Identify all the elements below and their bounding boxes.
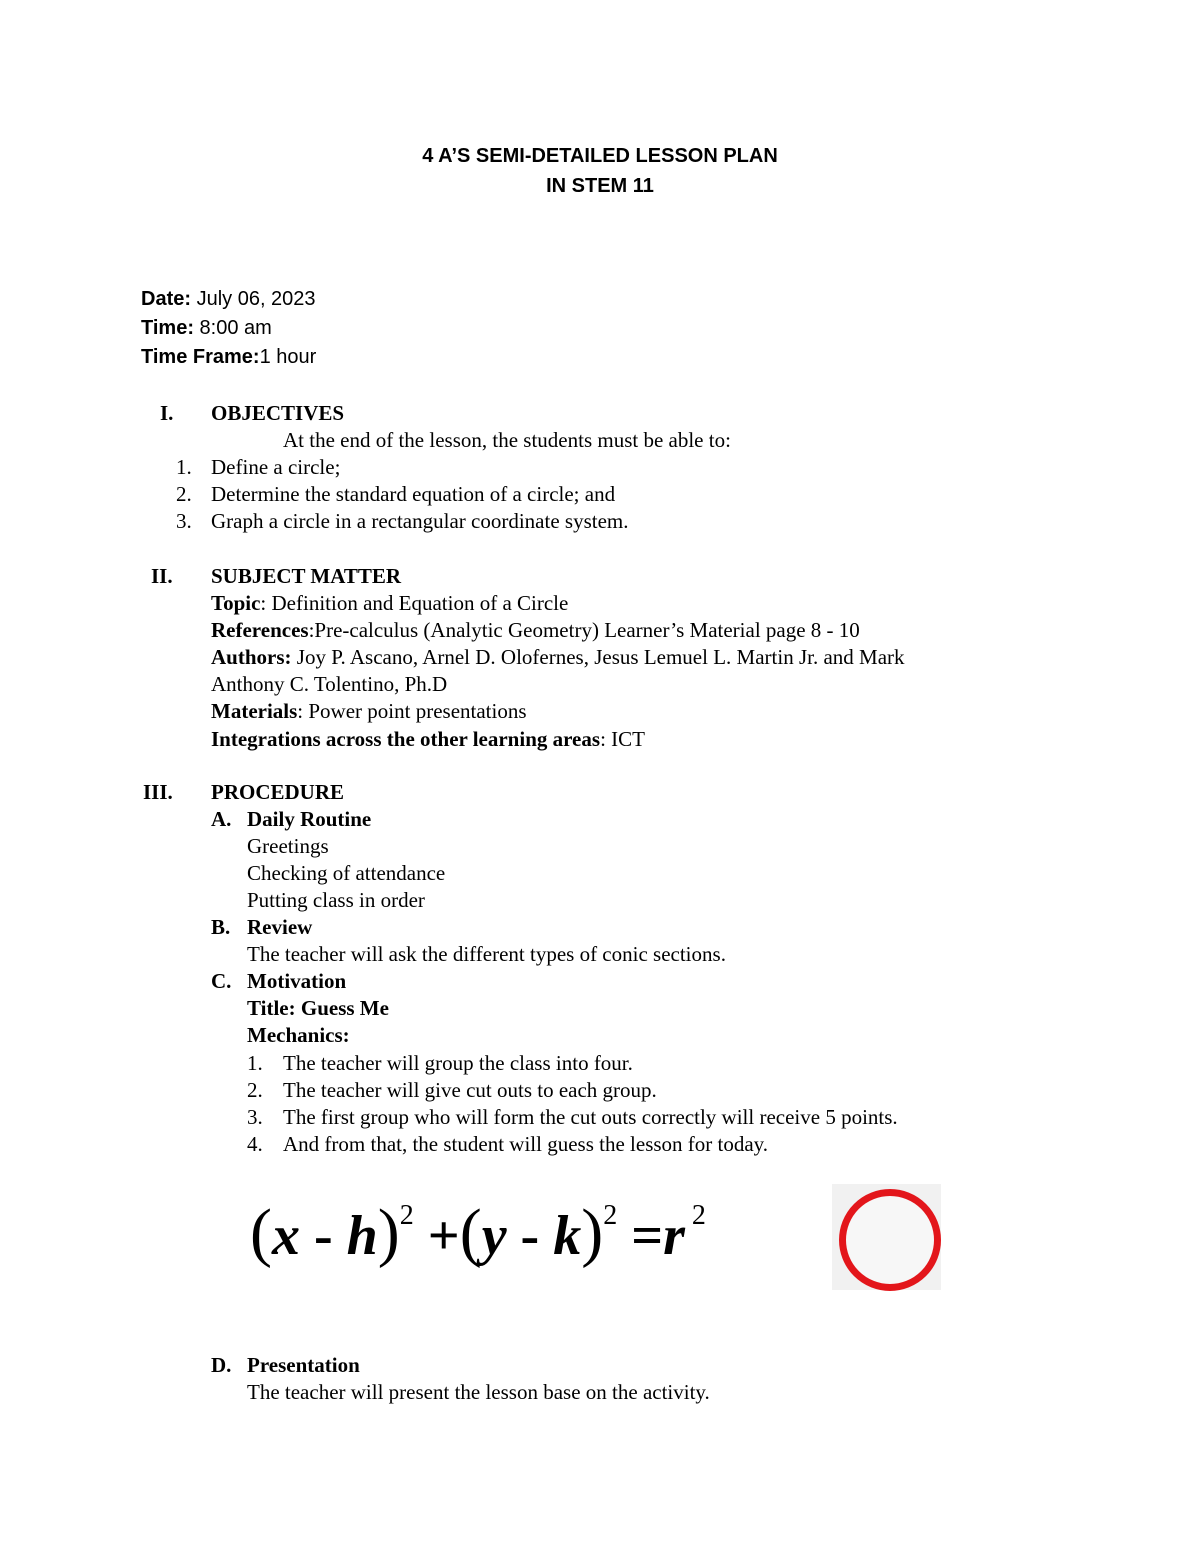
section-c-heading: Motivation — [247, 969, 347, 993]
equation-minus: - — [506, 1205, 554, 1267]
equation-close-paren: ) — [581, 1196, 604, 1269]
integrations-line — [211, 727, 645, 752]
document-title: 4 A’S SEMI-DETAILED LESSON PLAN — [422, 145, 778, 167]
equation-exponent: 2 — [684, 1200, 706, 1231]
objective-item: Define a circle; — [211, 455, 341, 479]
materials-label: Materials — [211, 699, 298, 723]
date-label: Date: — [141, 288, 192, 310]
section-b-heading: Review — [247, 915, 313, 939]
time-frame-label: Time Frame: — [141, 346, 260, 368]
equation-k: k — [553, 1205, 582, 1267]
motivation-title: Title: Guess Me — [247, 996, 389, 1020]
subject-matter-heading: SUBJECT MATTER — [211, 564, 402, 588]
mechanics-label: Mechanics: — [247, 1023, 350, 1047]
objectives-intro: At the end of the lesson, the students must be able to: — [283, 428, 731, 452]
equation-exponent: 2 — [603, 1200, 618, 1231]
mechanics-number: 3. — [247, 1105, 263, 1129]
mechanics-item: The teacher will group the class into four. — [283, 1051, 633, 1075]
section-c-letter: C. — [211, 969, 232, 993]
mechanics-number: 1. — [247, 1051, 263, 1075]
circle-equation — [250, 1195, 706, 1271]
topic-label: Topic — [211, 591, 261, 615]
procedure-heading: PROCEDURE — [211, 780, 345, 804]
objective-item: Determine the standard equation of a circle; and — [211, 482, 616, 506]
equation-close-paren: ) — [377, 1196, 400, 1269]
presentation-text: The teacher will present the lesson base on the activity. — [247, 1380, 710, 1404]
section-d-heading: Presentation — [247, 1353, 360, 1377]
document-subtitle: IN STEM 11 — [546, 175, 654, 197]
equation-open-paren: ( — [459, 1196, 482, 1269]
circle-image — [832, 1184, 941, 1290]
red-circle-icon — [839, 1189, 941, 1291]
objective-number: 2. — [176, 482, 192, 506]
mechanics-item: And from that, the student will guess the lesson for today. — [283, 1132, 769, 1156]
routine-item: Greetings — [247, 834, 329, 858]
time-frame-line — [141, 346, 316, 369]
equation-minus: - — [299, 1205, 347, 1267]
time-line — [141, 317, 272, 340]
equation-equals: = — [617, 1205, 664, 1267]
time-label: Time: — [141, 317, 194, 339]
references-label: References — [211, 618, 309, 642]
references-line — [211, 618, 860, 643]
integrations-label: Integrations across the other learning areas — [211, 727, 601, 751]
authors-value: Joy P. Ascano, Arnel D. Olofernes, Jesus Lemuel L. Martin Jr. and Mark — [291, 645, 905, 669]
objectives-numeral: I. — [160, 401, 174, 425]
equation-y: y — [481, 1205, 507, 1267]
objective-number: 3. — [176, 509, 192, 533]
section-a-heading: Daily Routine — [247, 807, 372, 831]
objective-item: Graph a circle in a rectangular coordinate system. — [211, 509, 629, 533]
materials-value: : Power point presentations — [297, 699, 527, 723]
date-value: July 06, 2023 — [191, 288, 316, 310]
equation-h: h — [346, 1205, 378, 1267]
authors-label: Authors: — [211, 645, 292, 669]
equation-exponent: 2 — [399, 1200, 414, 1231]
integrations-value: : ICT — [600, 727, 645, 751]
subject-matter-numeral: II. — [151, 564, 173, 588]
time-frame-value: 1 hour — [259, 346, 317, 368]
mechanics-item: The first group who will form the cut outs correctly will receive 5 points. — [283, 1105, 898, 1129]
objectives-heading: OBJECTIVES — [211, 401, 345, 425]
objective-number: 1. — [176, 455, 192, 479]
topic-value: : Definition and Equation of a Circle — [260, 591, 569, 615]
authors-line — [211, 645, 905, 670]
mechanics-number: 4. — [247, 1132, 263, 1156]
equation-plus: + — [413, 1205, 460, 1267]
section-d-letter: D. — [211, 1353, 232, 1377]
procedure-numeral: III. — [143, 780, 173, 804]
references-value: :Pre-calculus (Analytic Geometry) Learner’s Material page 8 - 10 — [308, 618, 860, 642]
routine-item: Checking of attendance — [247, 861, 446, 885]
authors-continuation: Anthony C. Tolentino, Ph.D — [211, 672, 448, 696]
time-value: 8:00 am — [193, 317, 272, 339]
routine-item: Putting class in order — [247, 888, 425, 912]
mechanics-number: 2. — [247, 1078, 263, 1102]
topic-line — [211, 591, 568, 616]
materials-line — [211, 699, 527, 724]
section-a-letter: A. — [211, 807, 232, 831]
equation-open-paren: ( — [250, 1196, 272, 1269]
date-line — [141, 288, 316, 311]
equation-r: r — [663, 1205, 685, 1267]
mechanics-item: The teacher will give cut outs to each group. — [283, 1078, 657, 1102]
section-b-letter: B. — [211, 915, 231, 939]
review-text: The teacher will ask the different types of conic sections. — [247, 942, 726, 966]
equation-x: x — [271, 1205, 300, 1267]
